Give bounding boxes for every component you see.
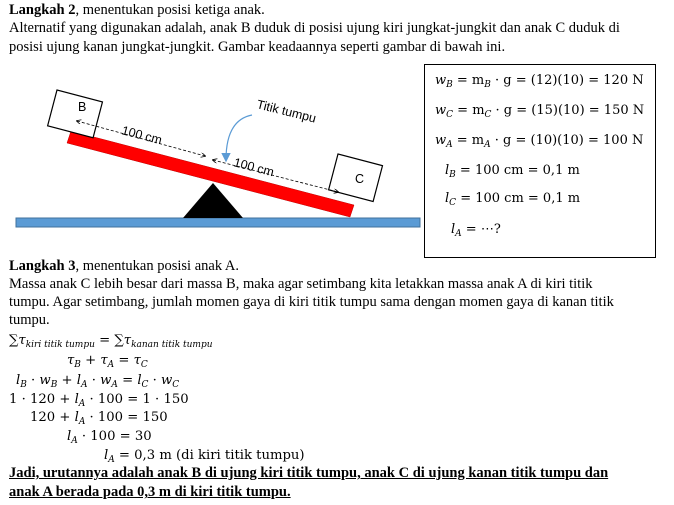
weight-a-formula: $w_A = m_A \cdot g = (10)(10) = 100$ N [435, 133, 644, 150]
step3-heading [9, 258, 239, 275]
step3-heading-bold: Langkah 3 [9, 258, 76, 274]
pivot-label: Titik tumpu [255, 97, 318, 126]
derivation-result-line: $l_A = 0,3$ m (di kiri titik tumpu) [104, 448, 305, 465]
step2-paragraph-line1: Alternatif yang digunakan adalah, anak B duduk di posisi ujung kiri jungkat-jungkit dan anak C duduk di [9, 20, 620, 36]
step3-paragraph-line3: tumpu. [9, 312, 50, 328]
derivation-sum-line: $\sum\tau_{kiri titik tumpu} = \sum\tau_{kanan titik tumpu}$ [9, 333, 213, 350]
left-distance-label: 100 cm [120, 123, 164, 148]
arm-b-formula: $l_B = 100$ cm = 0,1 m [445, 163, 580, 180]
derivation-substitution-line: $1 \cdot 120 + l_A \cdot 100 = 1 \cdot 150$ [9, 392, 189, 409]
conclusion-line1: Jadi, urutannya adalah anak B di ujung kiri titik tumpu, anak C di ujung kanan titik tumpu dan [9, 465, 609, 481]
arm-a-formula: $l_A$ = ⋯? [451, 222, 501, 239]
derivation-simplify-line: $120 + l_A \cdot 100 = 150$ [30, 410, 168, 427]
derivation-isolate-line: $l_A \cdot 100 = 30$ [67, 429, 152, 446]
derivation-tau-line: $\tau_B + \tau_A = \tau_C$ [67, 353, 148, 370]
box-b [48, 90, 103, 138]
box-c-label: C [355, 172, 365, 186]
arm-c-formula: $l_C = 100$ cm = 0,1 m [445, 191, 581, 208]
given-values-box [424, 64, 656, 258]
weight-c-formula: $w_C = m_C \cdot g = (15)(10) = 150$ N [435, 103, 645, 120]
box-b-label: B [78, 100, 87, 114]
pivot-arrow [226, 115, 252, 160]
derivation-moment-line: $l_B \cdot w_B + l_A \cdot w_A = l_C \cdot w_C$ [16, 373, 180, 390]
step2-heading-bold: Langkah 2 [9, 2, 76, 18]
step2-paragraph-line2: posisi ujung kanan jungkat-jungkit. Gambar keadaannya seperti gambar di bawah ini. [9, 39, 506, 55]
weight-b-formula: $w_B = m_B \cdot g = (12)(10) = 120$ N [435, 73, 644, 90]
pivot-triangle [183, 183, 243, 218]
step3-paragraph-line2: tumpu. Agar setimbang, jumlah momen gaya di kiri titik tumpu sama dengan momen gaya di kanan titik [9, 294, 614, 310]
step3-paragraph-line1: Massa anak C lebih besar dari massa B, maka agar setimbang kita letakkan massa anak A di kiri titik [9, 276, 593, 292]
step3-heading-rest: , menentukan posisi anak A. [75, 258, 240, 274]
step2-heading-rest: , menentukan posisi ketiga anak. [75, 2, 265, 18]
right-distance-label: 100 cm [232, 155, 276, 180]
ground-bar [16, 218, 420, 227]
conclusion-line2: anak A berada pada 0,3 m di kiri titik tumpu. [9, 484, 291, 500]
